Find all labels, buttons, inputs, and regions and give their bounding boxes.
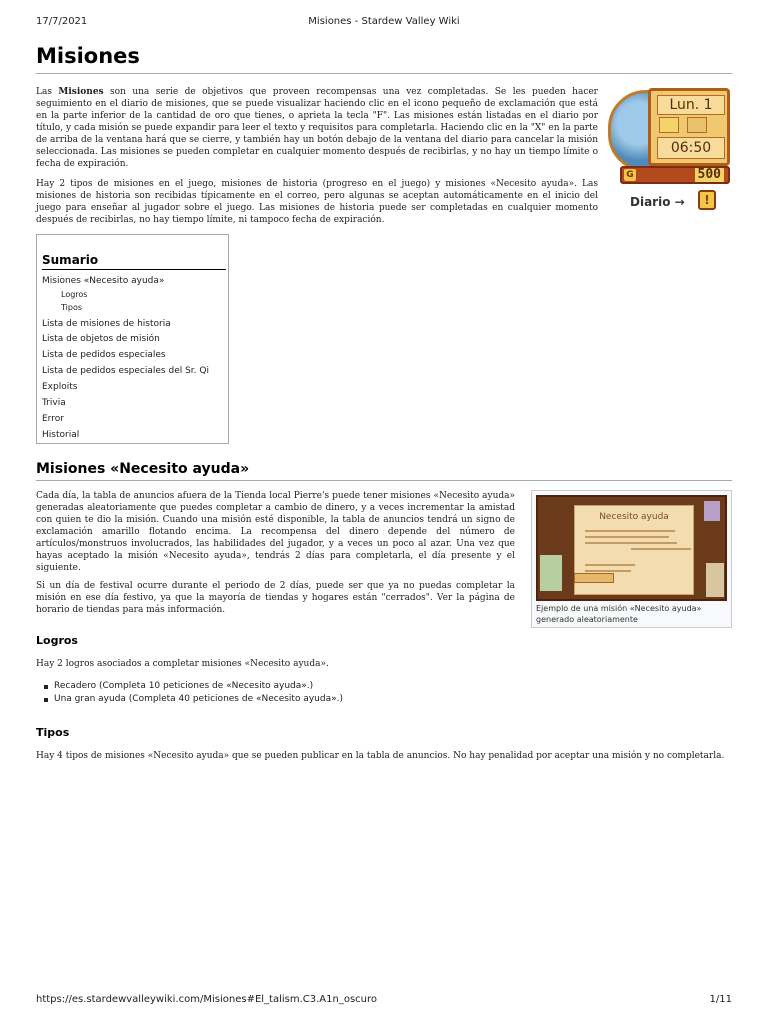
print-title: Misiones - Stardew Valley Wiki	[308, 16, 460, 27]
toc-subitem[interactable]: Logros	[61, 290, 88, 299]
toc-subitem[interactable]: Tipos	[61, 303, 83, 312]
gold-icon: G	[624, 169, 636, 181]
toc-item[interactable]: Lista de pedidos especiales del Sr. Qi	[42, 366, 209, 376]
note-text-line	[585, 570, 631, 572]
weather-icons	[659, 117, 723, 133]
date-panel	[648, 88, 730, 166]
toc-item[interactable]: Exploits	[42, 382, 78, 392]
note-text-line	[585, 564, 635, 566]
toc-item[interactable]: Lista de pedidos especiales	[42, 350, 166, 360]
types-paragraph: Hay 2 tipos de misiones en el juego, misiones de historia (progreso en el juego) y misiones «Necesito ayuda». Las misiones de historia son recibidas típicamente en el correo, pero algunas se aceptan automáticamente en el inicio del juego para enseñar al jugador sobre el juego. Las misiones de historia puede ser completadas en cualquier momento después de recibirlas, no hay tiempo límite, ni tampoco fecha de expiración.	[36, 179, 598, 225]
toc-divider	[42, 269, 226, 270]
list-item: Recadero (Completa 10 peticiones de «Necesito ayuda».)	[42, 680, 343, 693]
page-title: Misiones	[36, 44, 140, 68]
gold-counter	[620, 166, 730, 184]
hud-time: 06:50	[657, 137, 725, 159]
board-paper	[704, 501, 720, 521]
toc-item[interactable]: Misiones «Necesito ayuda»	[42, 276, 165, 286]
bullet	[44, 698, 48, 702]
toc-item[interactable]: Trivia	[42, 398, 66, 408]
help-wanted-figure[interactable]	[531, 490, 732, 628]
logros-paragraph: Hay 2 logros asociados a completar misiones «Necesito ayuda».	[36, 659, 329, 669]
note-text-line	[585, 536, 669, 538]
festival-paragraph: Si un día de festival ocurre durante el periodo de 2 días, puede ser que ya no puedas completar la misión en ese día festivo, ya que la mayoría de tiendas y hogares están "cerrados". Ver la página de horario de tiendas para más información.	[36, 581, 515, 615]
print-header	[0, 16, 768, 30]
achievements-list	[42, 680, 343, 706]
table-of-contents	[36, 234, 229, 444]
toc-item[interactable]: Historial	[42, 430, 80, 440]
note-title: Necesito ayuda	[599, 512, 669, 522]
section-heading: Misiones «Necesito ayuda»	[36, 461, 250, 477]
journal-exclamation-icon: !	[698, 190, 716, 210]
term-misiones: Misiones	[58, 87, 104, 97]
toc-item[interactable]: Lista de misiones de historia	[42, 319, 171, 329]
list-item: Una gran ayuda (Completa 40 peticiones de «Necesito ayuda».)	[42, 693, 343, 706]
toc-item[interactable]: Lista de objetos de misión	[42, 334, 160, 344]
toc-item[interactable]: Error	[42, 414, 64, 424]
tipos-heading: Tipos	[36, 726, 70, 739]
help-wanted-paragraph: Cada día, la tabla de anuncios afuera de la Tienda local Pierre's puede tener misiones «Necesito ayuda» generadas aleatoriamente que puedes completar a cambio de dinero, y a veces incrementar la amistad con quien te dio la misión. Cuando una misión esté disponible, la tabla de anuncios tendrá un signo de exclamación amarillo flotando encima. La recompensa del dinero depende del número de artículos/monstruos involucrados, las habilidades del jugador, y a veces un poco al azar. Una vez que hayas aceptado la misión «Necesito ayuda», tendrás 2 días para completarla, el día presente y el siguiente.	[36, 491, 515, 573]
print-footer	[0, 994, 768, 1008]
note-text-line	[631, 548, 691, 550]
toc-title: Sumario	[42, 253, 99, 267]
print-url: https://es.stardewvalleywiki.com/Misiones#El_talism.C3.A1n_oscuro	[36, 994, 378, 1005]
journal-label: Diario →	[630, 195, 685, 209]
board-paper	[540, 555, 562, 591]
title-divider	[36, 73, 732, 74]
sun-icon	[659, 117, 679, 133]
accept-quest-button-image	[574, 573, 614, 583]
hud-image	[606, 86, 732, 214]
weather-icon	[687, 117, 707, 133]
bulletin-board-image	[536, 495, 727, 601]
page-number: 1/11	[709, 994, 732, 1005]
note-text-line	[585, 530, 675, 532]
tipos-paragraph: Hay 4 tipos de misiones «Necesito ayuda» que se pueden publicar en la tabla de anuncios. No hay penalidad por aceptar una misión y no completarla.	[36, 751, 725, 761]
bullet	[44, 685, 48, 689]
board-paper	[706, 563, 724, 597]
hud-day: Lun. 1	[657, 95, 725, 115]
note-text-line	[585, 542, 677, 544]
print-date: 17/7/2021	[36, 16, 88, 27]
intro-paragraph: Las Misiones son una serie de objetivos que proveen recompensas una vez completadas. Se les pueden hacer seguimiento en el diario de misiones, que se puede visualizar haciendo clic en el icono pequeño de exclamación que está en la parte inferior de la cantidad de oro que tienes, o aprieta la tecla "F". Las misiones están listadas en el diario por título, y cada misión se puede expandir para leer el texto y requisitos para completarla. Haciendo clic en la "X" en la parte de arriba de la ventana hará que se cierre, y también hay un botón debajo de la ventana del diario para cancelar la misión seleccionada. Las misiones se pueden completar en cualquier momento después de recibirlas, y no hay un tiempo límite o fecha de expiración.	[36, 87, 598, 169]
section-divider	[36, 480, 732, 481]
figure-caption: Ejemplo de una misión «Necesito ayuda» generado aleatoriamente	[536, 604, 702, 624]
logros-heading: Logros	[36, 634, 78, 647]
gold-amount: 500	[695, 168, 724, 182]
